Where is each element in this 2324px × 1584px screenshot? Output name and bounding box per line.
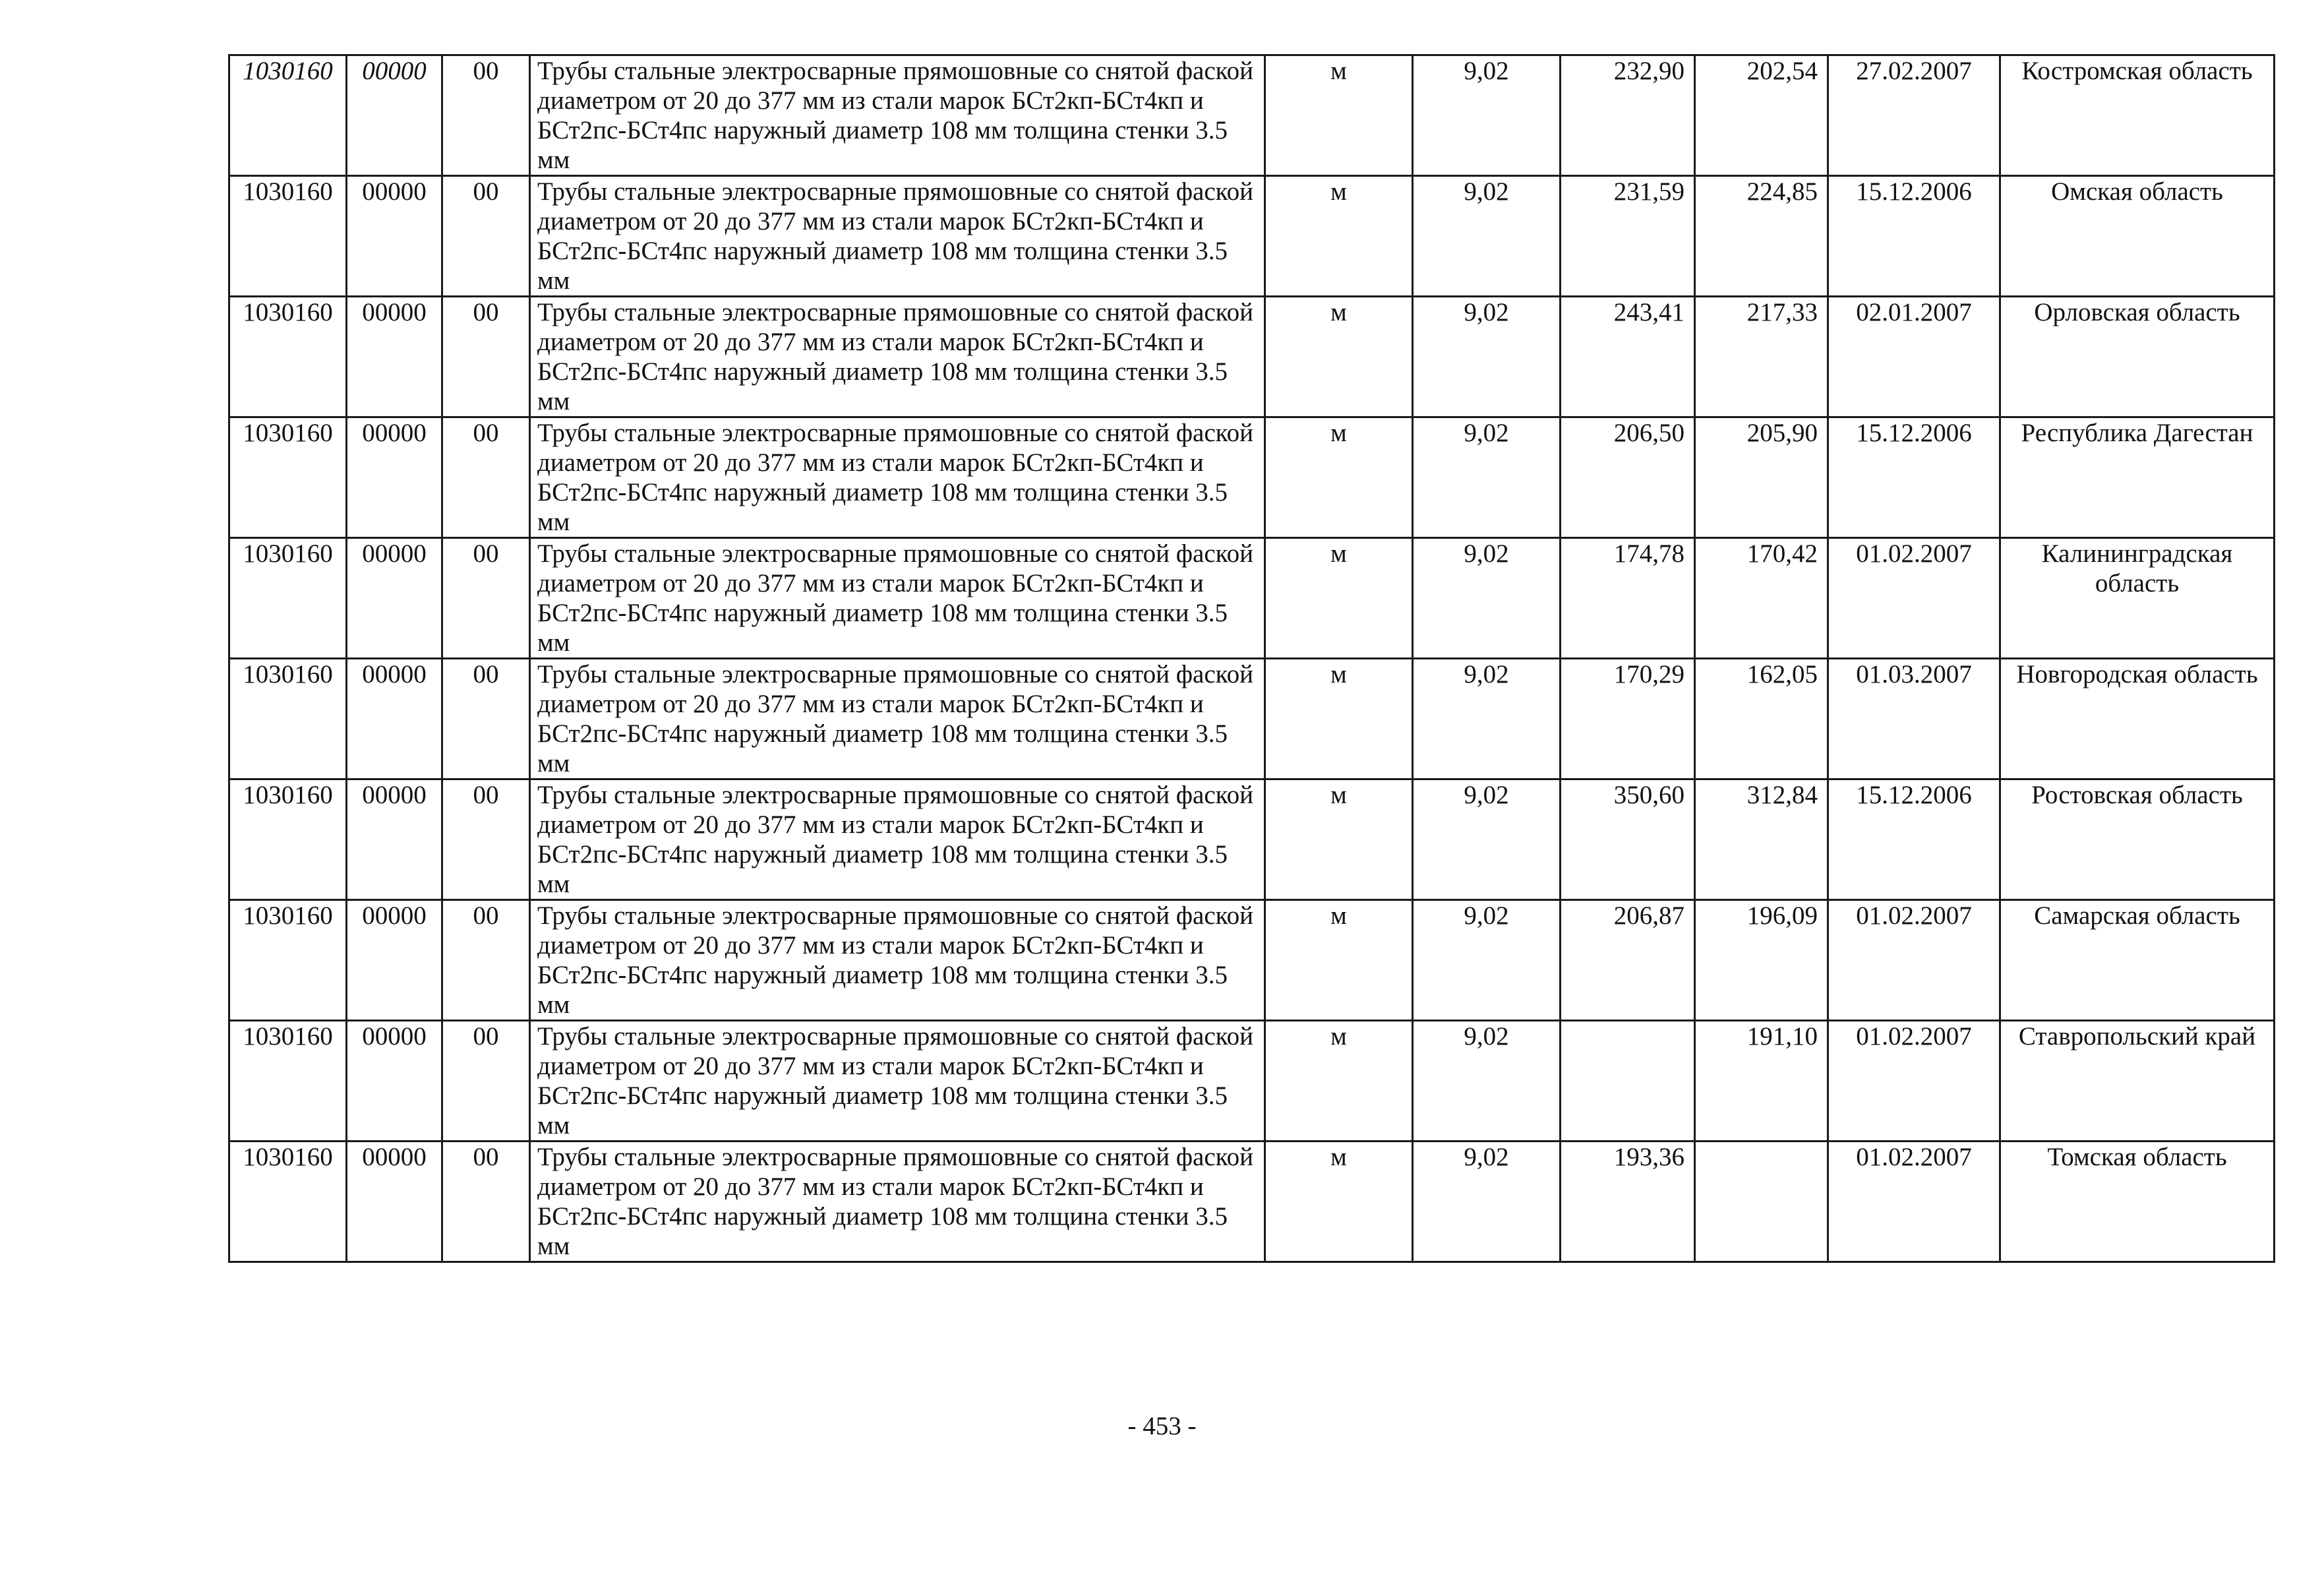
sub-code-cell: 00000 [347,417,442,538]
unit-cell: м [1265,417,1413,538]
product-code-cell: 1030160 [229,417,347,538]
product-code-cell: 1030160 [229,297,347,417]
price-1-cell: 350,60 [1561,779,1695,900]
region-cell: Новгородская область [2000,659,2275,779]
sub-code-cell: 00000 [347,176,442,297]
date-cell: 15.12.2006 [1828,176,2000,297]
price-2-cell: 191,10 [1695,1021,1828,1142]
price-1-cell: 170,29 [1561,659,1695,779]
product-code-cell: 1030160 [229,779,347,900]
table-row [229,297,2275,417]
sub-code-cell: 00000 [347,659,442,779]
unit-cell: м [1265,538,1413,659]
ext-code-cell: 00 [442,1142,530,1262]
date-cell: 01.02.2007 [1828,1021,2000,1142]
price-1-cell: 206,50 [1561,417,1695,538]
quantity-cell: 9,02 [1413,417,1561,538]
price-1-cell: 231,59 [1561,176,1695,297]
quantity-cell: 9,02 [1413,297,1561,417]
table-row [229,659,2275,779]
region-cell: Ставропольский край [2000,1021,2275,1142]
region-cell: Омская область [2000,176,2275,297]
product-code-cell: 1030160 [229,900,347,1021]
price-1-cell [1561,1021,1695,1142]
region-cell: Томская область [2000,1142,2275,1262]
sub-code-cell: 00000 [347,779,442,900]
ext-code-cell: 00 [442,297,530,417]
sub-code-cell: 00000 [347,900,442,1021]
table-row [229,176,2275,297]
description-cell: Трубы стальные электросварные прямошовные со снятой фаской диаметром от 20 до 377 мм из стали марок БСт2кп-БСт4кп и БСт2пс-БСт4пс наружный диаметр 108 мм толщина стенки 3.5 мм [530,1021,1265,1142]
date-cell: 01.03.2007 [1828,659,2000,779]
table-row [229,779,2275,900]
description-cell: Трубы стальные электросварные прямошовные со снятой фаской диаметром от 20 до 377 мм из стали марок БСт2кп-БСт4кп и БСт2пс-БСт4пс наружный диаметр 108 мм толщина стенки 3.5 мм [530,900,1265,1021]
sub-code-cell: 00000 [347,55,442,176]
price-2-cell: 202,54 [1695,55,1828,176]
description-cell: Трубы стальные электросварные прямошовные со снятой фаской диаметром от 20 до 377 мм из стали марок БСт2кп-БСт4кп и БСт2пс-БСт4пс наружный диаметр 108 мм толщина стенки 3.5 мм [530,659,1265,779]
region-cell: Республика Дагестан [2000,417,2275,538]
product-code-cell: 1030160 [229,176,347,297]
price-table [228,54,2275,1263]
table-row [229,417,2275,538]
description-cell: Трубы стальные электросварные прямошовные со снятой фаской диаметром от 20 до 377 мм из стали марок БСт2кп-БСт4кп и БСт2пс-БСт4пс наружный диаметр 108 мм толщина стенки 3.5 мм [530,1142,1265,1262]
price-1-cell: 174,78 [1561,538,1695,659]
date-cell: 01.02.2007 [1828,1142,2000,1262]
product-code-cell: 1030160 [229,1142,347,1262]
table-row [229,1142,2275,1262]
date-cell: 02.01.2007 [1828,297,2000,417]
description-cell: Трубы стальные электросварные прямошовные со снятой фаской диаметром от 20 до 377 мм из стали марок БСт2кп-БСт4кп и БСт2пс-БСт4пс наружный диаметр 108 мм толщина стенки 3.5 мм [530,779,1265,900]
ext-code-cell: 00 [442,900,530,1021]
description-cell: Трубы стальные электросварные прямошовные со снятой фаской диаметром от 20 до 377 мм из стали марок БСт2кп-БСт4кп и БСт2пс-БСт4пс наружный диаметр 108 мм толщина стенки 3.5 мм [530,417,1265,538]
date-cell: 15.12.2006 [1828,779,2000,900]
price-2-cell: 205,90 [1695,417,1828,538]
ext-code-cell: 00 [442,1021,530,1142]
table-row [229,1021,2275,1142]
price-1-cell: 243,41 [1561,297,1695,417]
description-cell: Трубы стальные электросварные прямошовные со снятой фаской диаметром от 20 до 377 мм из стали марок БСт2кп-БСт4кп и БСт2пс-БСт4пс наружный диаметр 108 мм толщина стенки 3.5 мм [530,55,1265,176]
date-cell: 01.02.2007 [1828,900,2000,1021]
price-2-cell: 217,33 [1695,297,1828,417]
price-2-cell: 196,09 [1695,900,1828,1021]
price-2-cell: 170,42 [1695,538,1828,659]
quantity-cell: 9,02 [1413,659,1561,779]
product-code-cell: 1030160 [229,659,347,779]
price-2-cell [1695,1142,1828,1262]
unit-cell: м [1265,55,1413,176]
unit-cell: м [1265,1142,1413,1262]
price-2-cell: 224,85 [1695,176,1828,297]
price-2-cell: 312,84 [1695,779,1828,900]
quantity-cell: 9,02 [1413,779,1561,900]
quantity-cell: 9,02 [1413,1021,1561,1142]
ext-code-cell: 00 [442,538,530,659]
unit-cell: м [1265,659,1413,779]
region-cell: Орловская область [2000,297,2275,417]
quantity-cell: 9,02 [1413,55,1561,176]
quantity-cell: 9,02 [1413,900,1561,1021]
ext-code-cell: 00 [442,55,530,176]
ext-code-cell: 00 [442,659,530,779]
table-body [229,55,2275,1262]
quantity-cell: 9,02 [1413,1142,1561,1262]
unit-cell: м [1265,176,1413,297]
quantity-cell: 9,02 [1413,538,1561,659]
date-cell: 27.02.2007 [1828,55,2000,176]
date-cell: 15.12.2006 [1828,417,2000,538]
price-2-cell: 162,05 [1695,659,1828,779]
quantity-cell: 9,02 [1413,176,1561,297]
page-number: - 453 - [1127,1412,1197,1440]
description-cell: Трубы стальные электросварные прямошовные со снятой фаской диаметром от 20 до 377 мм из стали марок БСт2кп-БСт4кп и БСт2пс-БСт4пс наружный диаметр 108 мм толщина стенки 3.5 мм [530,538,1265,659]
table-row [229,538,2275,659]
unit-cell: м [1265,900,1413,1021]
sub-code-cell: 00000 [347,1142,442,1262]
sub-code-cell: 00000 [347,297,442,417]
product-code-cell: 1030160 [229,1021,347,1142]
region-cell: Ростовская область [2000,779,2275,900]
sub-code-cell: 00000 [347,1021,442,1142]
description-cell: Трубы стальные электросварные прямошовные со снятой фаской диаметром от 20 до 377 мм из стали марок БСт2кп-БСт4кп и БСт2пс-БСт4пс наружный диаметр 108 мм толщина стенки 3.5 мм [530,297,1265,417]
product-code-cell: 1030160 [229,55,347,176]
unit-cell: м [1265,297,1413,417]
ext-code-cell: 00 [442,176,530,297]
unit-cell: м [1265,1021,1413,1142]
sub-code-cell: 00000 [347,538,442,659]
price-1-cell: 206,87 [1561,900,1695,1021]
product-code-cell: 1030160 [229,538,347,659]
price-1-cell: 232,90 [1561,55,1695,176]
ext-code-cell: 00 [442,779,530,900]
date-cell: 01.02.2007 [1828,538,2000,659]
table-row [229,900,2275,1021]
region-cell: Самарская область [2000,900,2275,1021]
region-cell: Костромская область [2000,55,2275,176]
region-cell: Калининградская область [2000,538,2275,659]
unit-cell: м [1265,779,1413,900]
ext-code-cell: 00 [442,417,530,538]
price-1-cell: 193,36 [1561,1142,1695,1262]
description-cell: Трубы стальные электросварные прямошовные со снятой фаской диаметром от 20 до 377 мм из стали марок БСт2кп-БСт4кп и БСт2пс-БСт4пс наружный диаметр 108 мм толщина стенки 3.5 мм [530,176,1265,297]
table-row [229,55,2275,176]
